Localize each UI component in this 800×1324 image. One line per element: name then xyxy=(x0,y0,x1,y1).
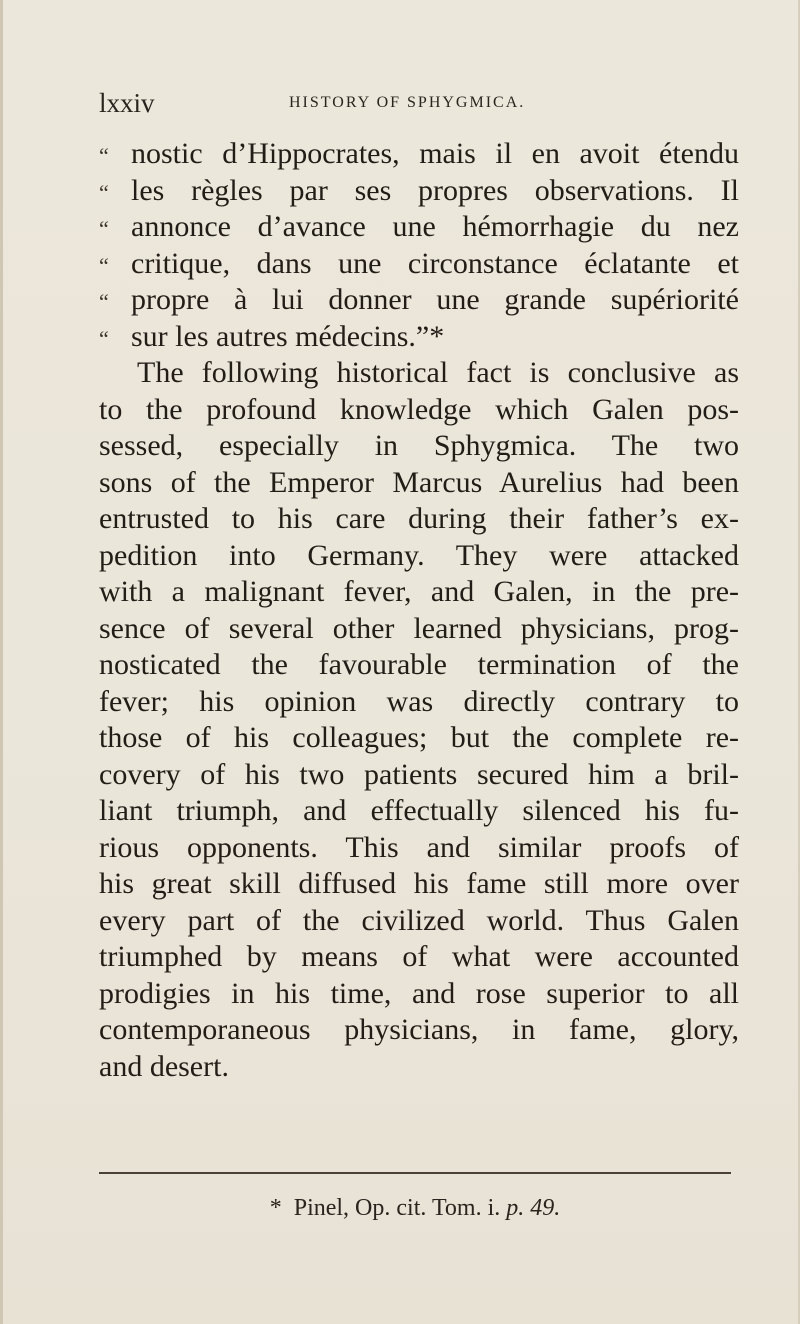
paragraph-line: entrusted to his care during their father’s ex- xyxy=(99,502,739,535)
footnote-text: Pinel, Op. cit. Tom. i. xyxy=(293,1195,501,1221)
footnote-rule xyxy=(99,1172,731,1174)
quote-line xyxy=(99,136,739,173)
paragraph-line: covery of his two patients secured him a bril- xyxy=(99,757,739,791)
paragraph-line: The following historical fact is conclusive as xyxy=(137,356,739,389)
paragraph-line: sence of several other learned physicians, prog- xyxy=(99,611,739,645)
quote-mark: “ xyxy=(99,252,109,278)
quote-mark: “ xyxy=(99,143,109,168)
paragraph-line: liant triumph, and effectually silenced his fu- xyxy=(99,794,739,827)
quote-line xyxy=(99,319,739,356)
page-number: lxxiv xyxy=(99,88,155,118)
paragraph-line: fever; his opinion was directly contrary to xyxy=(99,684,739,718)
quote-line xyxy=(99,209,739,246)
paragraph-line: triumphed by means of what were accounted xyxy=(99,940,739,973)
quote-line-text: nostic d’Hippocrates, mais il en avoit étendu xyxy=(131,137,739,170)
paragraph-line: those of his colleagues; but the complete re- xyxy=(99,721,739,754)
running-head xyxy=(99,88,739,118)
quote-mark: “ xyxy=(99,216,109,241)
footnote-page-ref: p. 49. xyxy=(506,1195,561,1221)
quote-line xyxy=(99,246,739,283)
paragraph-line: pedition into Germany. They were attacked xyxy=(99,538,739,572)
page-title: HISTORY OF SPHYGMICA. xyxy=(289,94,526,111)
quote-line-text: les règles par ses propres observations. Il xyxy=(131,173,739,207)
quote-line xyxy=(99,282,739,319)
paragraph-line: prodigies in his time, and rose superior to all xyxy=(99,976,739,1010)
french-quotation xyxy=(99,136,739,355)
quote-line-text: propre à lui donner une grande supériorité xyxy=(131,283,739,316)
paragraph-line: every part of the civilized world. Thus Galen xyxy=(99,903,739,937)
quote-line-text: sur les autres médecins.”* xyxy=(131,319,445,353)
quote-line-text: annonce d’avance une hémorrhagie du nez xyxy=(131,210,739,243)
footnote-marker: * xyxy=(269,1195,282,1221)
paragraph-line: rious opponents. This and similar proofs of xyxy=(99,830,739,864)
paragraph-line: sons of the Emperor Marcus Aurelius had been xyxy=(99,465,739,499)
paragraph-line: and desert. xyxy=(99,1049,229,1083)
body-text xyxy=(99,136,739,1085)
paragraph-line: to the profound knowledge which Galen pos- xyxy=(99,392,739,426)
quote-mark: “ xyxy=(99,289,109,314)
quote-mark: “ xyxy=(99,325,109,351)
paragraph-line: with a malignant fever, and Galen, in the pre- xyxy=(99,575,739,608)
paragraph-line: nosticated the favourable termination of the xyxy=(99,648,739,681)
quote-line-text: critique, dans une circonstance éclatante et xyxy=(131,246,739,280)
quote-line xyxy=(99,173,739,210)
quote-mark: “ xyxy=(99,179,109,205)
paragraph-line: contemporaneous physicians, in fame, glory, xyxy=(99,1013,739,1046)
paragraph-line: his great skill diffused his fame still more over xyxy=(99,867,739,900)
body-paragraph xyxy=(99,355,739,1085)
footnote xyxy=(99,1195,731,1222)
paragraph-line: sessed, especially in Sphygmica. The two xyxy=(99,429,739,462)
